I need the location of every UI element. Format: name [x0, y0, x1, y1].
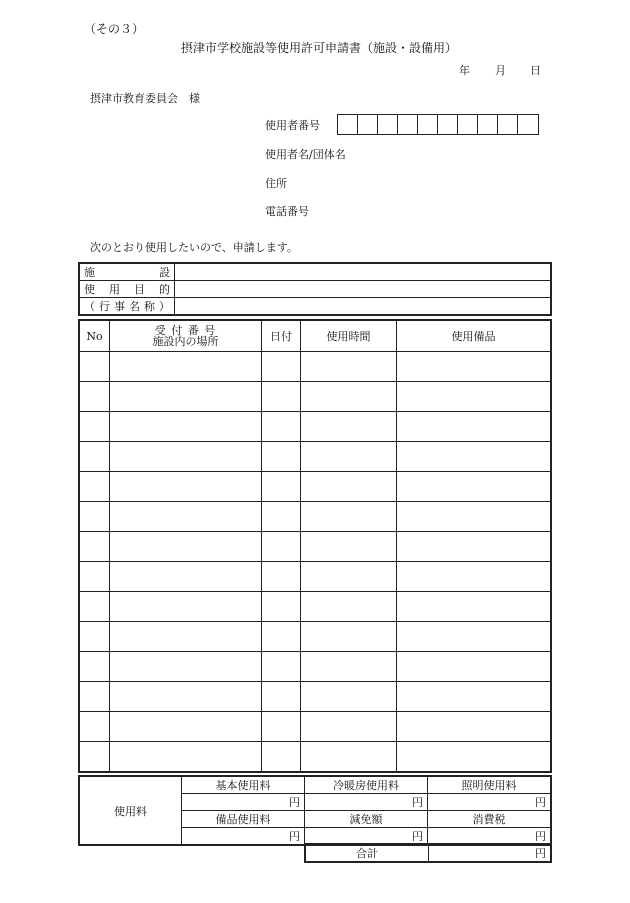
- user-name-label: 使用者名/団体名: [265, 148, 346, 161]
- reception-cell[interactable]: [110, 712, 262, 742]
- reception-cell[interactable]: [110, 412, 262, 442]
- tax-label: 消費税: [428, 811, 552, 828]
- equipment-cell[interactable]: [397, 742, 552, 773]
- date-cell[interactable]: [262, 742, 301, 773]
- date-cell[interactable]: [262, 712, 301, 742]
- time-cell[interactable]: [301, 502, 397, 532]
- usage-row: [79, 652, 551, 682]
- purpose-label: 使 用 目 的: [79, 281, 175, 298]
- form-number: （その３）: [84, 22, 145, 36]
- header-location: 施設内の場所: [152, 335, 219, 348]
- reception-cell[interactable]: [110, 442, 262, 472]
- date-cell[interactable]: [262, 412, 301, 442]
- time-cell[interactable]: [301, 682, 397, 712]
- usage-row: [79, 682, 551, 712]
- date-cell[interactable]: [262, 682, 301, 712]
- row-no-cell[interactable]: [79, 742, 110, 773]
- reception-cell[interactable]: [110, 532, 262, 562]
- row-no-cell[interactable]: [79, 652, 110, 682]
- aircon-fee-label: 冷暖房使用料: [305, 776, 428, 794]
- user-number-box[interactable]: [398, 115, 418, 134]
- facility-label: 施 設: [79, 263, 175, 281]
- date-cell[interactable]: [262, 592, 301, 622]
- facility-field[interactable]: [175, 263, 552, 281]
- lighting-fee-label: 照明使用料: [428, 776, 552, 794]
- reception-cell[interactable]: [110, 682, 262, 712]
- tax-field[interactable]: 円: [428, 828, 552, 846]
- equipment-cell[interactable]: [397, 622, 552, 652]
- usage-row: [79, 592, 551, 622]
- event-name-label: （ 行 事 名 称 ）: [79, 298, 175, 316]
- usage-row: [79, 622, 551, 652]
- equipment-cell[interactable]: [397, 532, 552, 562]
- row-no-cell[interactable]: [79, 682, 110, 712]
- reception-cell[interactable]: [110, 472, 262, 502]
- equipment-cell[interactable]: [397, 562, 552, 592]
- equipment-cell[interactable]: [397, 652, 552, 682]
- equipment-cell[interactable]: [397, 352, 552, 382]
- addressee: 摂津市教育委員会 様: [90, 92, 200, 105]
- usage-header-row: [79, 320, 551, 352]
- equipment-cell[interactable]: [397, 682, 552, 712]
- reception-cell[interactable]: [110, 382, 262, 412]
- time-cell[interactable]: [301, 712, 397, 742]
- user-number-box[interactable]: [358, 115, 378, 134]
- usage-row: [79, 352, 551, 382]
- time-cell[interactable]: [301, 352, 397, 382]
- total-field[interactable]: 円: [429, 844, 552, 862]
- usage-row: [79, 382, 551, 412]
- usage-row: [79, 412, 551, 442]
- time-cell[interactable]: [301, 382, 397, 412]
- user-number-box[interactable]: [518, 115, 538, 134]
- lighting-fee-field[interactable]: 円: [428, 794, 552, 811]
- time-cell[interactable]: [301, 532, 397, 562]
- date-year-label: 年: [459, 64, 470, 77]
- row-no-cell[interactable]: [79, 532, 110, 562]
- row-no-cell[interactable]: [79, 562, 110, 592]
- reception-cell[interactable]: [110, 742, 262, 773]
- date-day-label: 日: [530, 64, 541, 77]
- user-number-box[interactable]: [498, 115, 518, 134]
- usage-row: [79, 562, 551, 592]
- basic-fee-label: 基本使用料: [182, 776, 305, 794]
- reception-cell[interactable]: [110, 622, 262, 652]
- reception-cell[interactable]: [110, 652, 262, 682]
- total-table: [304, 843, 552, 863]
- usage-row: [79, 532, 551, 562]
- usage-row: [79, 502, 551, 532]
- equipment-cell[interactable]: [397, 382, 552, 412]
- date-cell[interactable]: [262, 382, 301, 412]
- header-reception: [110, 320, 262, 352]
- user-number-label: 使用者番号: [265, 119, 320, 132]
- row-no-cell[interactable]: [79, 502, 110, 532]
- purpose-field[interactable]: [175, 281, 552, 298]
- time-cell[interactable]: [301, 592, 397, 622]
- time-cell[interactable]: [301, 442, 397, 472]
- event-name-field[interactable]: [175, 298, 552, 316]
- time-cell[interactable]: [301, 652, 397, 682]
- row-no-cell[interactable]: [79, 352, 110, 382]
- info-row-event-name: [79, 298, 551, 316]
- equipment-cell[interactable]: [397, 712, 552, 742]
- total-label: 合計: [305, 844, 429, 862]
- reception-cell[interactable]: [110, 562, 262, 592]
- row-no-cell[interactable]: [79, 442, 110, 472]
- header-equipment: 使用備品: [397, 320, 552, 352]
- date-cell[interactable]: [262, 562, 301, 592]
- equipment-cell[interactable]: [397, 472, 552, 502]
- aircon-fee-field[interactable]: 円: [305, 794, 428, 811]
- purpose-table: [78, 262, 552, 316]
- fee-label: 使用料: [79, 776, 182, 845]
- time-cell[interactable]: [301, 412, 397, 442]
- row-no-cell[interactable]: [79, 592, 110, 622]
- user-number-box[interactable]: [458, 115, 478, 134]
- user-number-box[interactable]: [378, 115, 398, 134]
- address-label: 住所: [265, 177, 287, 190]
- usage-row: [79, 442, 551, 472]
- fee-table: [78, 775, 552, 846]
- phone-label: 電話番号: [265, 205, 309, 218]
- time-cell[interactable]: [301, 742, 397, 773]
- user-number-box[interactable]: [438, 115, 458, 134]
- date-cell[interactable]: [262, 652, 301, 682]
- date-cell[interactable]: [262, 442, 301, 472]
- date-cell[interactable]: [262, 472, 301, 502]
- info-row-facility: [79, 263, 551, 281]
- date-month-label: 月: [495, 64, 506, 77]
- row-no-cell[interactable]: [79, 472, 110, 502]
- discount-field[interactable]: 円: [305, 828, 428, 846]
- header-no: No: [79, 320, 110, 352]
- header-date: 日付: [262, 320, 301, 352]
- usage-row: [79, 742, 551, 773]
- header-reception-number: 受 付 番 号: [154, 324, 217, 337]
- row-no-cell[interactable]: [79, 712, 110, 742]
- equipment-cell[interactable]: [397, 592, 552, 622]
- user-number-box[interactable]: [338, 115, 358, 134]
- user-number-box[interactable]: [418, 115, 438, 134]
- basic-fee-field[interactable]: 円: [182, 794, 305, 811]
- date-cell[interactable]: [262, 532, 301, 562]
- usage-table: [78, 319, 552, 773]
- equipment-cell[interactable]: [397, 412, 552, 442]
- equipment-cell[interactable]: [397, 502, 552, 532]
- header-time: 使用時間: [301, 320, 397, 352]
- usage-row: [79, 712, 551, 742]
- date-cell[interactable]: [262, 502, 301, 532]
- row-no-cell[interactable]: [79, 622, 110, 652]
- form-title: 摂津市学校施設等使用許可申請書（施設・設備用）: [181, 41, 458, 55]
- user-number-boxes[interactable]: [337, 114, 539, 135]
- date-cell[interactable]: [262, 352, 301, 382]
- equipment-fee-field[interactable]: 円: [182, 828, 305, 846]
- time-cell[interactable]: [301, 562, 397, 592]
- info-row-purpose: [79, 281, 551, 298]
- time-cell[interactable]: [301, 622, 397, 652]
- reception-cell[interactable]: [110, 592, 262, 622]
- row-no-cell[interactable]: [79, 412, 110, 442]
- equipment-fee-label: 備品使用料: [182, 811, 305, 828]
- date-cell[interactable]: [262, 622, 301, 652]
- row-no-cell[interactable]: [79, 382, 110, 412]
- user-number-box[interactable]: [478, 115, 498, 134]
- discount-label: 減免額: [305, 811, 428, 828]
- time-cell[interactable]: [301, 472, 397, 502]
- reception-cell[interactable]: [110, 502, 262, 532]
- reception-cell[interactable]: [110, 352, 262, 382]
- intro-text: 次のとおり使用したいので、申請します。: [90, 241, 298, 254]
- usage-row: [79, 472, 551, 502]
- equipment-cell[interactable]: [397, 442, 552, 472]
